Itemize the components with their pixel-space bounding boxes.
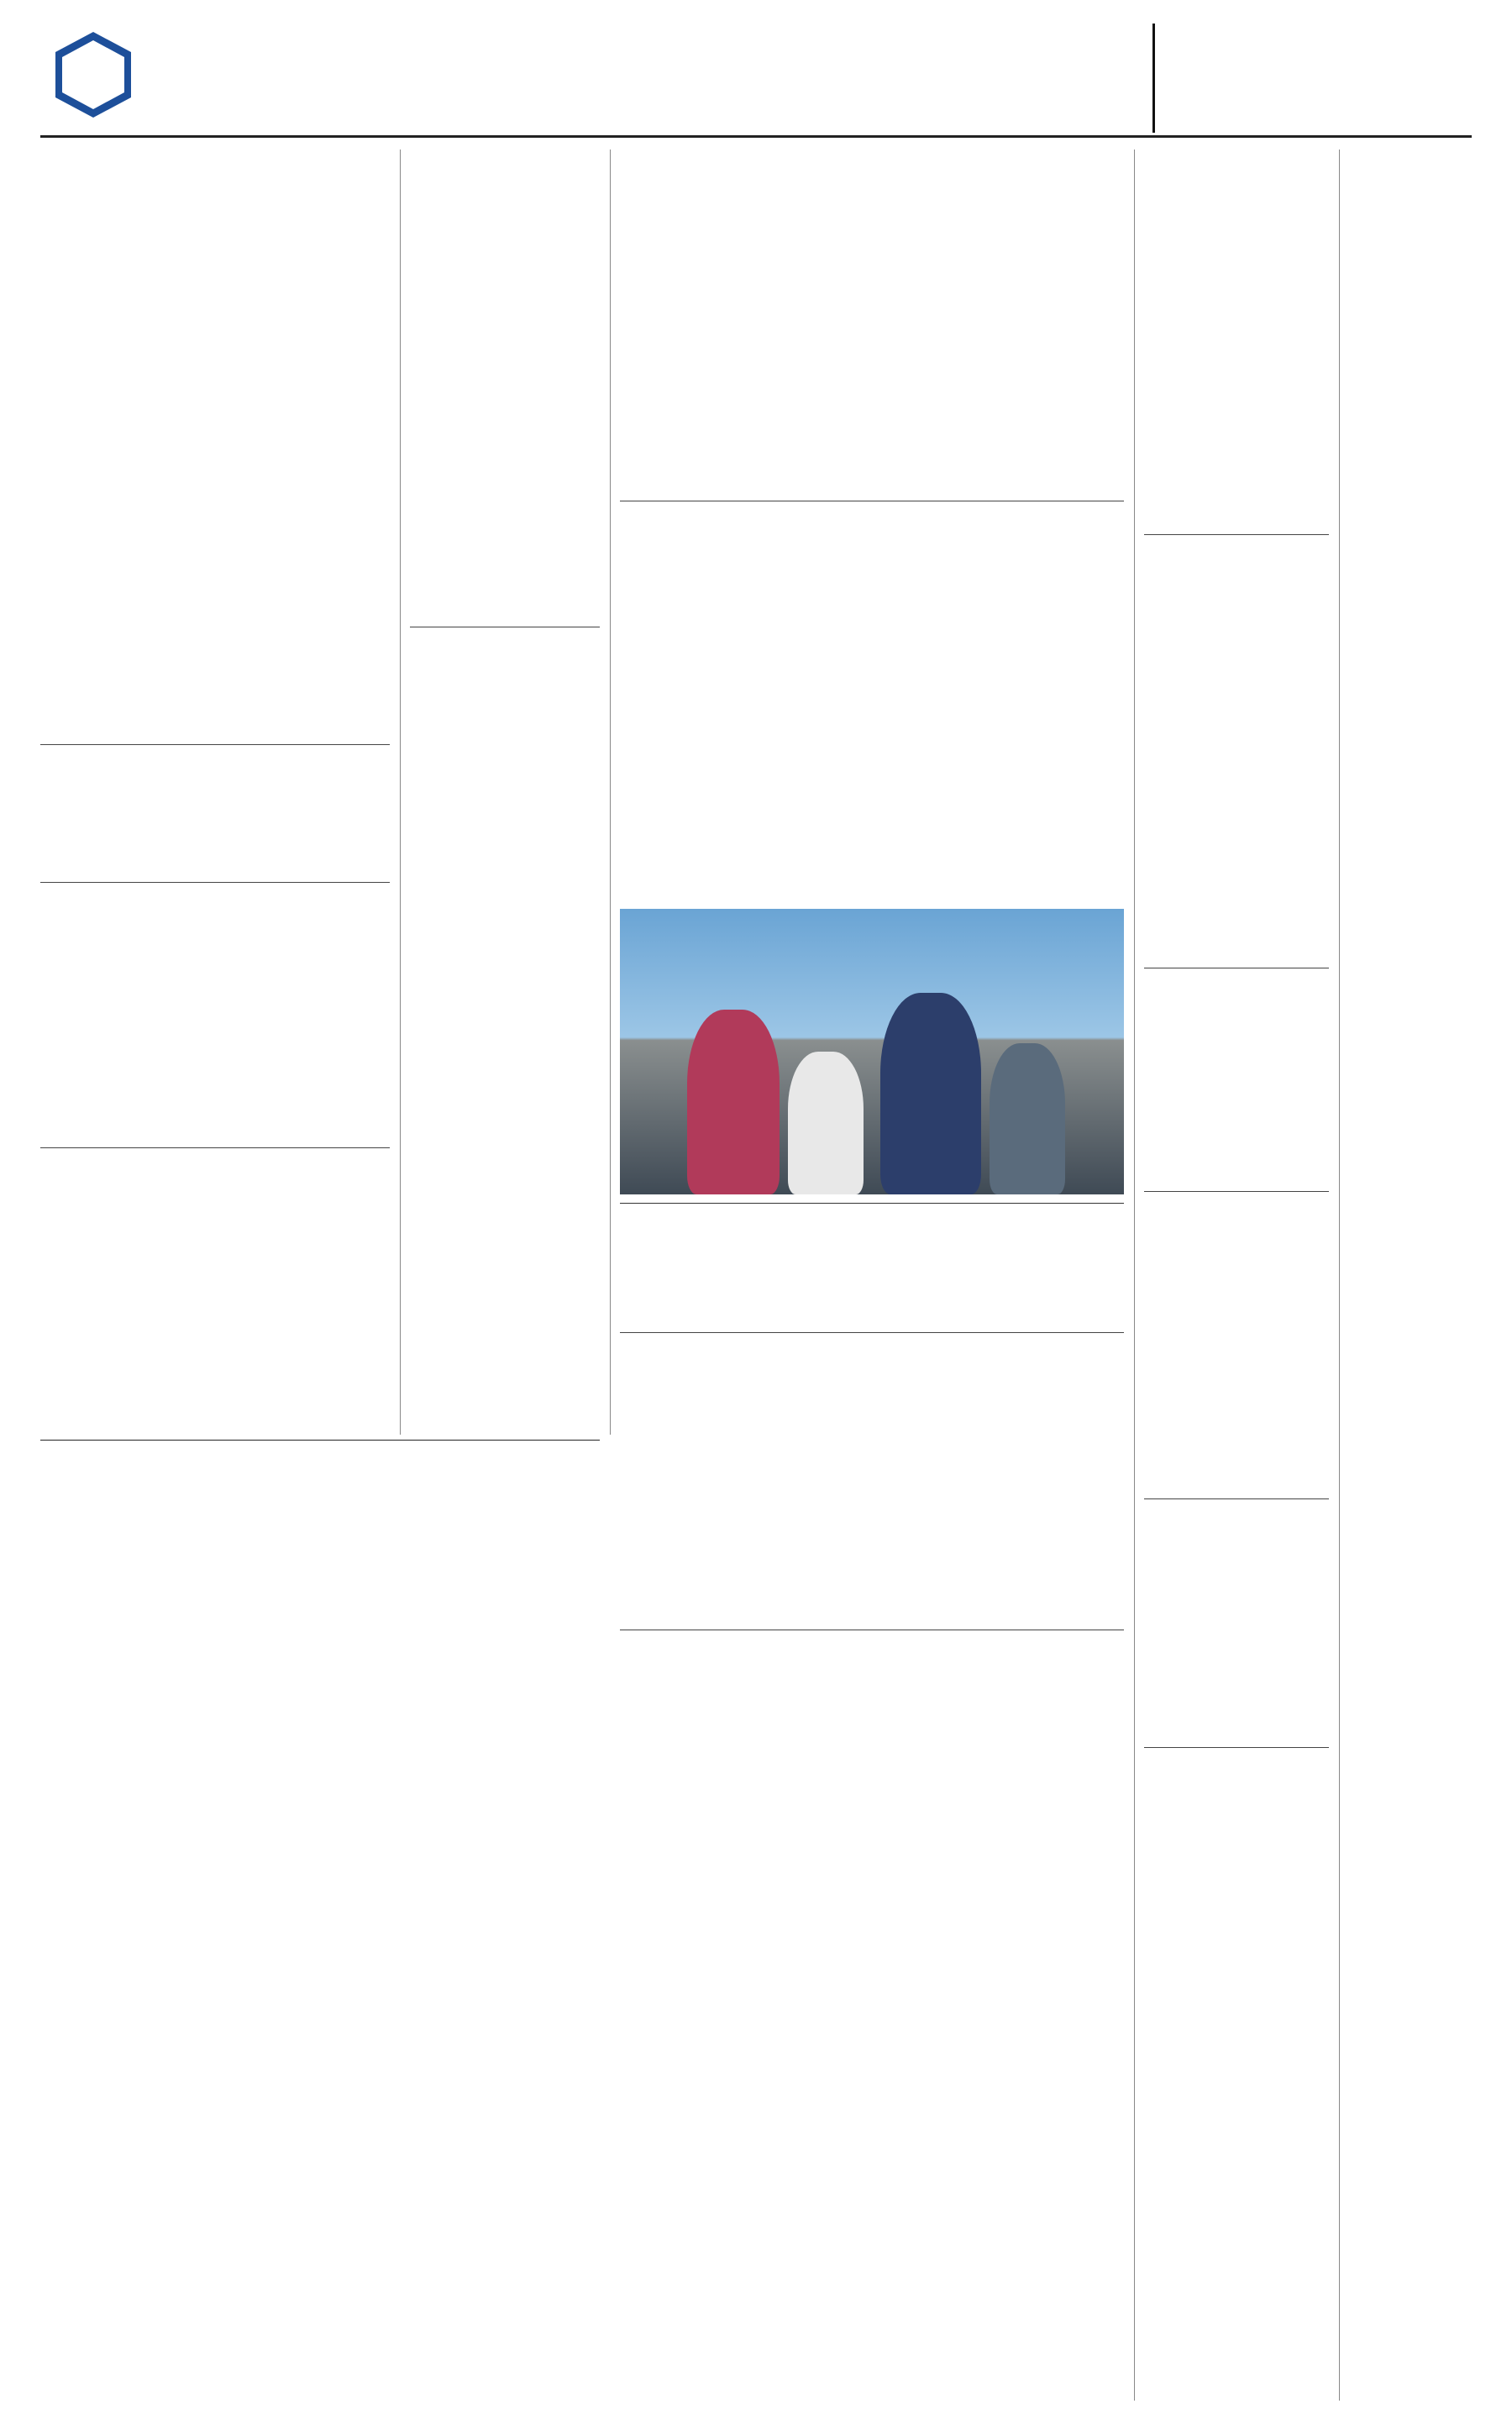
article-foreign-investment — [620, 1636, 1124, 2392]
divider — [1144, 1498, 1329, 1499]
article-remote-areas — [40, 1446, 600, 2396]
article-yunus-meeting — [40, 150, 390, 737]
article-harun-travel — [620, 1248, 1124, 1329]
column-rule — [1339, 150, 1340, 2401]
article-public-hearing — [1144, 1198, 1329, 1492]
column-rule — [1134, 150, 1135, 2401]
page-number-badge — [47, 29, 139, 121]
divider — [1144, 1191, 1329, 1192]
article-ec-immunity — [410, 150, 600, 620]
divider — [1144, 534, 1329, 535]
masthead — [40, 12, 1472, 138]
divider — [40, 1147, 390, 1148]
photo-person — [880, 993, 981, 1194]
logo-divider — [1152, 24, 1155, 133]
column-rule — [400, 150, 401, 1435]
photo-person — [788, 1052, 864, 1194]
column-rule — [610, 150, 611, 1435]
article-un-cooperation — [1144, 1754, 1329, 2392]
photo-block — [620, 909, 1124, 1245]
article-challenge — [620, 1337, 1124, 1623]
photo-caption — [620, 1194, 1124, 1204]
article-s-alam — [1144, 974, 1329, 1184]
divider — [40, 882, 390, 883]
family-photo — [620, 909, 1124, 1194]
article-dc-directives — [620, 507, 1124, 902]
divider — [40, 744, 390, 745]
article-commission-chairman — [40, 751, 390, 877]
article-nu-vc — [1144, 541, 1329, 961]
masthead-right — [867, 18, 1472, 136]
article-tribunal-judge — [1144, 150, 1329, 527]
photo-person — [687, 1010, 780, 1194]
article-enforced-disappearance — [40, 889, 390, 1141]
article-looted-weapons — [410, 633, 600, 1020]
article-farakka-gates — [620, 150, 1124, 494]
divider — [40, 1440, 600, 1441]
photo-person — [990, 1043, 1065, 1194]
article-indian-electricity — [40, 1154, 390, 1431]
article-yunus-congrats — [1144, 1505, 1329, 1740]
divider — [620, 1332, 1124, 1333]
divider — [1144, 1747, 1329, 1748]
